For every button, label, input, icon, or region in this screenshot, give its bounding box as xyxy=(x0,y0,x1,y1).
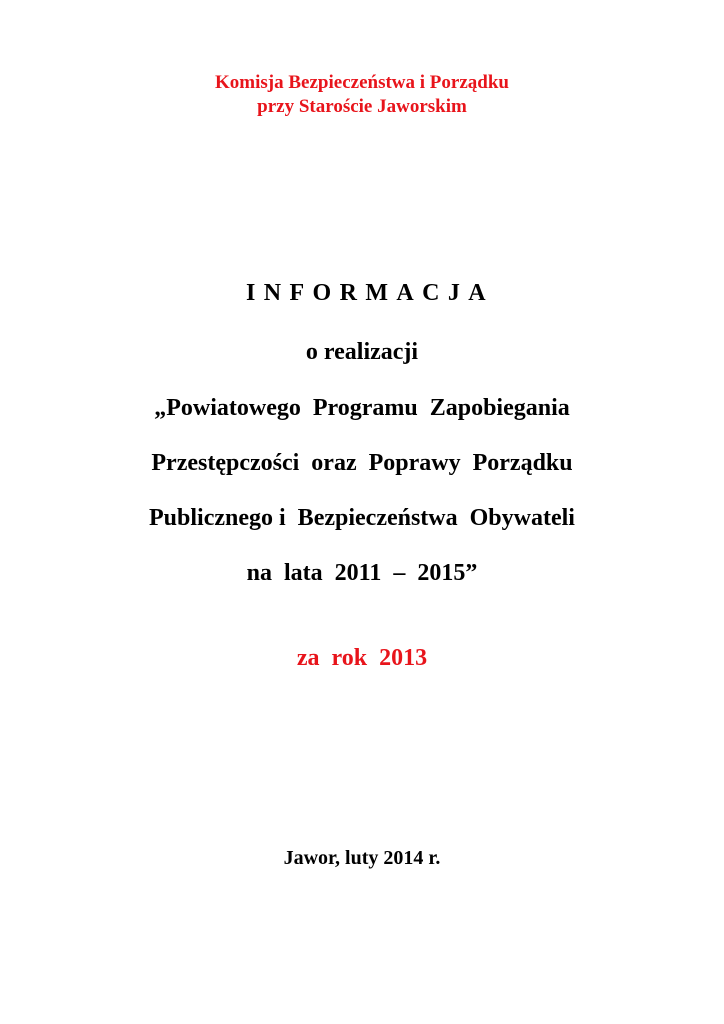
program-title-line-4: na lata 2011 – 2015” xyxy=(246,560,478,586)
program-title-line-1: „Powiatowego Programu Zapobiegania xyxy=(154,395,570,421)
document-subheading: o realizacji xyxy=(305,339,419,365)
header-commission-name: Komisja Bezpieczeństwa i Porządku xyxy=(215,72,509,93)
report-year: za rok 2013 xyxy=(296,645,428,671)
place-and-date: Jawor, luty 2014 r. xyxy=(283,847,441,869)
program-title-line-2: Przestępczości oraz Poprawy Porządku xyxy=(151,450,573,476)
program-title-line-3: Publicznego i Bezpieczeństwa Obywateli xyxy=(149,505,575,531)
header-commission-location: przy Staroście Jaworskim xyxy=(257,96,467,117)
document-heading: INFORMACJA xyxy=(246,280,494,306)
